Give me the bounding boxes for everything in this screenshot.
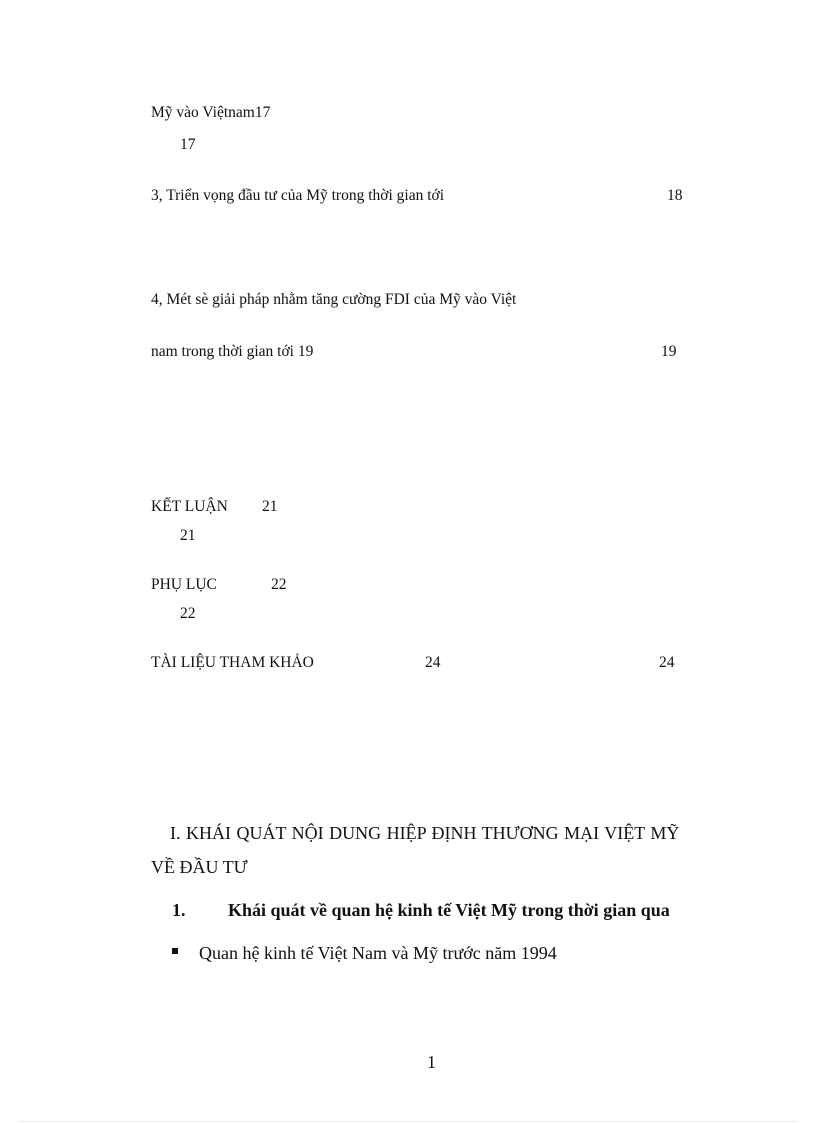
page-bottom-edge (18, 1121, 798, 1122)
page-number: 1 (427, 1052, 436, 1072)
toc-entry-title: 3, Triển vọng đầu tư của Mỹ trong thời gian tới (151, 187, 445, 204)
toc-entry-line: Mỹ vào Việtnam17 (151, 104, 271, 121)
toc-entry-inline-page: 24 (425, 654, 441, 671)
subheading-title: Khái quát về quan hệ kinh tế Việt Mỹ trong thời gian qua (228, 900, 670, 920)
toc-entry-title: KẾT LUẬN (151, 498, 228, 515)
toc-entry-inline-page: 21 (262, 498, 278, 515)
bullet-item-text: Quan hệ kinh tế Việt Nam và Mỹ trước năm 1994 (199, 943, 557, 963)
toc-entry-page: 18 (667, 187, 683, 204)
toc-entry-title-continued: nam trong thời gian tới 19 (151, 343, 314, 360)
toc-entry-title: TÀI LIỆU THAM KHẢO (151, 654, 314, 671)
toc-entry-title: 4, Mét sè giải pháp nhằm tăng cường FDI của Mỹ vào Việt (151, 291, 517, 308)
section-heading: I. KHÁI QUÁT NỘI DUNG HIỆP ĐỊNH THƯƠNG MẠI VIỆT MỸ (170, 823, 680, 843)
bullet-icon (172, 948, 178, 954)
toc-entry-title: PHỤ LỤC (151, 576, 217, 593)
toc-entry-inline-page: 22 (271, 576, 287, 593)
toc-entry-page: 24 (659, 654, 675, 671)
toc-entry-page: 19 (661, 343, 677, 360)
subheading-number: 1. (172, 900, 186, 920)
toc-entry-page: 21 (180, 527, 196, 544)
toc-entry-page: 22 (180, 605, 196, 622)
toc-entry-page: 17 (180, 136, 196, 153)
section-heading-continued: VỀ ĐẦU TƯ (151, 857, 248, 877)
